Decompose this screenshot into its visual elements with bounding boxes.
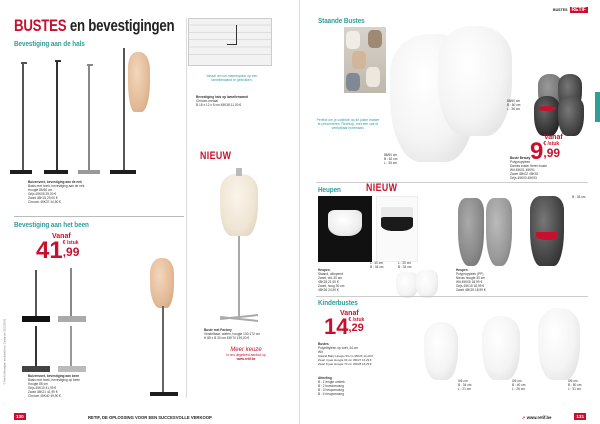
kids-bust-medium: [482, 316, 520, 380]
hips-dims-c: B : 34 cm: [572, 195, 586, 199]
kids-dims-3: 0/6 cm B : 50 cm L : 31 cm: [568, 379, 582, 391]
section-standing-heading: Staande Bustes: [318, 16, 365, 25]
header-logo: BUSTES RETIF: [552, 7, 586, 13]
new-badge-hips: NIEUW: [366, 182, 398, 194]
kids-dims-2: 0/6 cm B : 40 cm L : 26 cm: [512, 379, 526, 391]
more-choice-link[interactable]: www.retif.be: [236, 357, 256, 361]
right-page: [300, 0, 600, 424]
more-choice-banner: Meer keuze in ons uitgebreid aanbod op www.retif.be: [212, 347, 280, 361]
page-title: BUSTES en bevestigingen: [14, 16, 175, 35]
clothing-display-photo: [344, 27, 386, 93]
page-number-right: 131: [576, 414, 584, 419]
wall-bracket-image: [188, 18, 272, 66]
hips-white-photo: [318, 196, 372, 262]
kids-bust-large: [538, 308, 580, 380]
male-bust-white: [438, 26, 512, 136]
kids-product-info: Bustes Polyethyleen op voet, 44 cm Wit Staand Baby Hoogte 50 cm 45K26 14,29 € Zwart 4 jaar Hoogte 60 cm 45K27 16,29 € Zwart 8 jaar Hoogte 70 cm 45K28 18,29 €: [318, 342, 373, 366]
footer-slogan: RETIF, DE OPLOSSING VOOR EEN SUCCESVOLLE VERKOOP: [88, 415, 212, 420]
neck-product-info: Buizenvoet, bevestiging aan de nek Basis met hoek, bevestiging aan de nek Hoogte 85/50 cm Grijs 45K05 29,00 € Zwart 45K15 29,00 € Chroom 45K37 44,50 €: [28, 180, 85, 204]
kids-dims-1: 0/6 cm B : 34 cm L : 21 cm: [458, 379, 472, 391]
page-number-left: 130: [16, 414, 24, 419]
section-neck-heading: Bevestiging aan de hals: [14, 39, 85, 48]
section-kids-heading: Kinderbustes: [318, 298, 358, 307]
section-tab: [595, 92, 600, 122]
kids-bust-small: [424, 322, 458, 380]
leg-price: Vanaf 41 € /stuk ,99: [36, 233, 80, 264]
hips-product-b: Heupen Polypropyleen (PP) Nieuw hoogte 30 cm Wit 45K05 18,99 € Grijs 45K15 18,99 € Zwart 45K25 18,99 €: [456, 268, 486, 292]
new-badge: NIEUW: [200, 150, 232, 162]
hips-product-a: Heupen Staand, uitlopend Zwart, wit, 30 cm 45K35 21,90 € Zwart, hoog 30 cm 45K36 24,90 €: [318, 268, 345, 292]
wall-bracket-callout: Ideaal om uw mannequins op een lamellenwand te gebruiken.: [206, 74, 258, 83]
kids-price: Vanaf 14 € /stuk ,29: [324, 310, 365, 339]
standing-price: Vanaf 9 € /stuk ,99: [530, 134, 563, 165]
cursor-arrow-icon: ➚: [522, 415, 526, 420]
female-dims: 88/60 cm B : 62 cm L : 35 cm: [384, 153, 398, 165]
section-leg-heading: Bevestiging aan het been: [14, 220, 89, 229]
standing-product-info: Buste Beauty Polypropyleen Dames buste Heren buste Wit 45K01 45K91 Zwart 45K02 45K92 Grijs 45K03 45K93: [510, 156, 548, 180]
hips-black-photo: [376, 196, 418, 262]
hips-dims-b: L : 30 cm B : 34 cm: [370, 261, 384, 269]
standing-callout: Perfect om je collectie op de juiste manier te presenteren. Rechtop, met een vak of verrijdbaar bovenaan.: [316, 118, 380, 131]
footer-website[interactable]: ➚ www.retif.be: [522, 415, 552, 420]
male-dims: 88/60 cm B : 60 cm L : 36 cm: [507, 99, 521, 111]
section-hips-heading: Heupen: [318, 185, 341, 194]
side-legal-text: © Retif | Alle prijzen exclusief btw | Geldig t/m 31/12/2021: [3, 318, 7, 385]
leg-product-info: Buizenvoet, bevestiging aan been Basis met hoek, bevestiging op been Hoogte 85 cm Grijs 45K10 41,99 € Zwart 45K21 41,99 € Chroom 45K40 49,90 €: [28, 374, 81, 398]
hips-dims-a: L : 30 cm B : 34 cm: [398, 261, 412, 269]
factory-product-info: Buste met Factory Verstelbaar, wielen, hoogte 130-172 cm H 85 x B 30 cm 45K70 139,00 €: [204, 328, 260, 340]
kids-sizes-table: Afmeting B : 1 lengte omtrek B : 2 borstomvang B : 3 heupomvang B : 4 heupomvang: [318, 376, 345, 396]
wall-product-info: Bevestiging hals op lamellenwand Chroom-metaal B 18 x 12 x 5 cm 45K38 11,00 €: [196, 95, 248, 107]
retif-logo: RETIF: [571, 7, 586, 13]
